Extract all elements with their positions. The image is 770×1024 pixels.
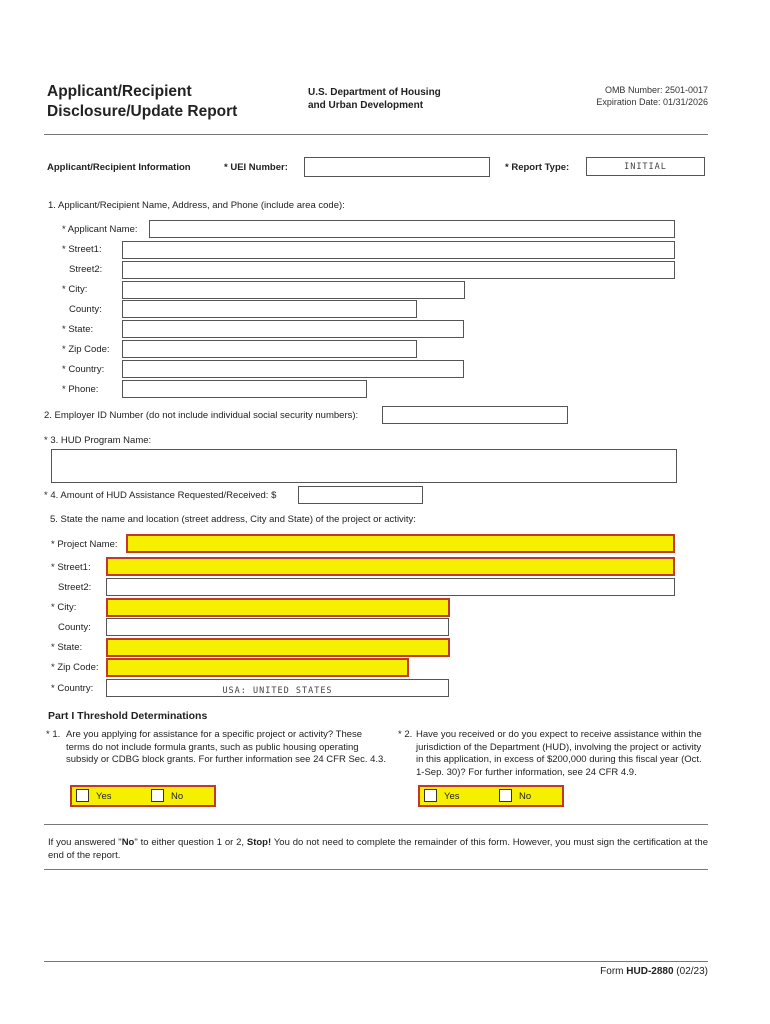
q2-text: Have you received or do you expect to receive assistance within the jurisdiction of the Department (HUD), involving the project or activity in this application, in excess of $200,000 during this fiscal year (Oct. 1-Sep. 30)? For further information, see 24 CFR 4.9. — [416, 729, 702, 778]
street2-input[interactable] — [122, 261, 675, 279]
project-name-label: * Project Name: — [51, 539, 118, 550]
project-county-input[interactable] — [106, 618, 449, 636]
city-input[interactable] — [122, 281, 465, 299]
uei-label: * UEI Number: — [224, 162, 288, 173]
applicant-name-input[interactable] — [149, 220, 675, 238]
applicant-name-label: * Applicant Name: — [62, 224, 138, 235]
department-line1: U.S. Department of Housing — [308, 87, 441, 98]
hud-assistance-amount-input[interactable] — [298, 486, 423, 504]
q1-text: Are you applying for assistance for a specific project or activity? These terms do not include formula grants, such as public housing operating subsidy or CDBG block grants. For further information see 24 CFR Sec. 4.3. — [66, 729, 386, 765]
q1-answer-group — [70, 785, 216, 807]
q2-no-label: No — [519, 791, 532, 802]
street1-input[interactable] — [122, 241, 675, 259]
project-county-label: County: — [58, 622, 91, 633]
phone-input[interactable] — [122, 380, 367, 398]
state-select[interactable] — [122, 320, 464, 338]
department-name — [308, 86, 441, 112]
form-title — [47, 82, 237, 122]
notice-top-divider — [44, 824, 708, 825]
q2-yes-label: Yes — [444, 791, 460, 802]
footer-divider — [44, 961, 708, 962]
country-label: * Country: — [62, 364, 105, 375]
hud-program-name-label: * 3. HUD Program Name: — [44, 435, 152, 446]
hud-assistance-amount-label: * 4. Amount of HUD Assistance Requested/Received: $ — [44, 490, 277, 501]
stop-notice — [48, 836, 708, 862]
project-street2-input[interactable] — [106, 578, 675, 596]
notice-bottom-divider — [44, 869, 708, 870]
street1-label: * Street1: — [62, 244, 102, 255]
q1-no-label: No — [171, 791, 184, 802]
part1-heading: Part I Threshold Determinations — [48, 710, 208, 722]
form-id: HUD-2880 — [626, 966, 674, 977]
notice-text-1: If you answered " — [48, 837, 122, 848]
report-type-label: * Report Type: — [505, 162, 570, 173]
project-street1-label: * Street1: — [51, 562, 91, 573]
project-city-label: * City: — [51, 602, 77, 613]
uei-number-input[interactable] — [304, 157, 490, 177]
zip-code-label: * Zip Code: — [62, 344, 110, 355]
street2-label: Street2: — [69, 264, 103, 275]
q2-answer-group — [418, 785, 564, 807]
section-label: Applicant/Recipient Information — [47, 162, 191, 173]
country-select[interactable] — [122, 360, 464, 378]
section5-heading: 5. State the name and location (street address, City and State) of the project or activity: — [50, 514, 416, 525]
report-type-field[interactable] — [586, 157, 705, 176]
phone-label: * Phone: — [62, 384, 99, 395]
project-state-select[interactable] — [106, 638, 450, 657]
section1-heading: 1. Applicant/Recipient Name, Address, and Phone (include area code): — [48, 200, 345, 211]
q1-number: * 1. — [46, 729, 61, 740]
q2-no-checkbox[interactable] — [499, 789, 512, 802]
omb-number: OMB Number: 2501-0017 — [604, 85, 708, 95]
county-input[interactable] — [122, 300, 417, 318]
notice-stop-word: Stop! — [246, 837, 272, 848]
form-number — [600, 966, 708, 978]
project-country-select[interactable] — [106, 679, 449, 697]
notice-no-word: No — [121, 837, 135, 848]
project-street1-input[interactable] — [106, 557, 675, 576]
q2-yes-checkbox[interactable] — [424, 789, 437, 802]
project-zip-code-label: * Zip Code: — [51, 662, 99, 673]
project-country-value: USA: UNITED STATES — [222, 686, 333, 696]
project-city-input[interactable] — [106, 598, 450, 617]
employer-id-label: 2. Employer ID Number (do not include individual social security numbers): — [44, 410, 359, 421]
q1-yes-label: Yes — [96, 791, 112, 802]
project-name-input[interactable] — [126, 534, 675, 553]
report-type-value: INITIAL — [624, 162, 667, 172]
project-street2-label: Street2: — [58, 582, 92, 593]
form-title-line2: Disclosure/Update Report — [47, 103, 238, 120]
header-divider — [44, 134, 708, 135]
form-title-line1: Applicant/Recipient — [47, 83, 192, 100]
q2-number: * 2. — [398, 729, 413, 740]
state-label: * State: — [62, 324, 94, 335]
project-country-label: * Country: — [51, 683, 94, 694]
form-prefix: Form — [600, 966, 627, 977]
employer-id-input[interactable] — [382, 406, 568, 424]
zip-code-input[interactable] — [122, 340, 417, 358]
notice-text-3: You do not need to complete the remainder of this form. However, you must sign the certification at the end of the report. — [48, 837, 708, 861]
q1-no-checkbox[interactable] — [151, 789, 164, 802]
department-line2: and Urban Development — [308, 100, 424, 111]
form-date: (02/23) — [673, 966, 708, 977]
notice-text-2: " to either question 1 or 2, — [134, 837, 247, 848]
omb-info — [596, 84, 708, 108]
expiration-date: Expiration Date: 01/31/2026 — [596, 97, 708, 107]
city-label: * City: — [62, 284, 88, 295]
project-state-label: * State: — [51, 642, 83, 653]
q1-yes-checkbox[interactable] — [76, 789, 89, 802]
county-label: County: — [69, 304, 102, 315]
project-zip-code-input[interactable] — [106, 658, 409, 677]
hud-program-name-input[interactable] — [51, 449, 677, 483]
